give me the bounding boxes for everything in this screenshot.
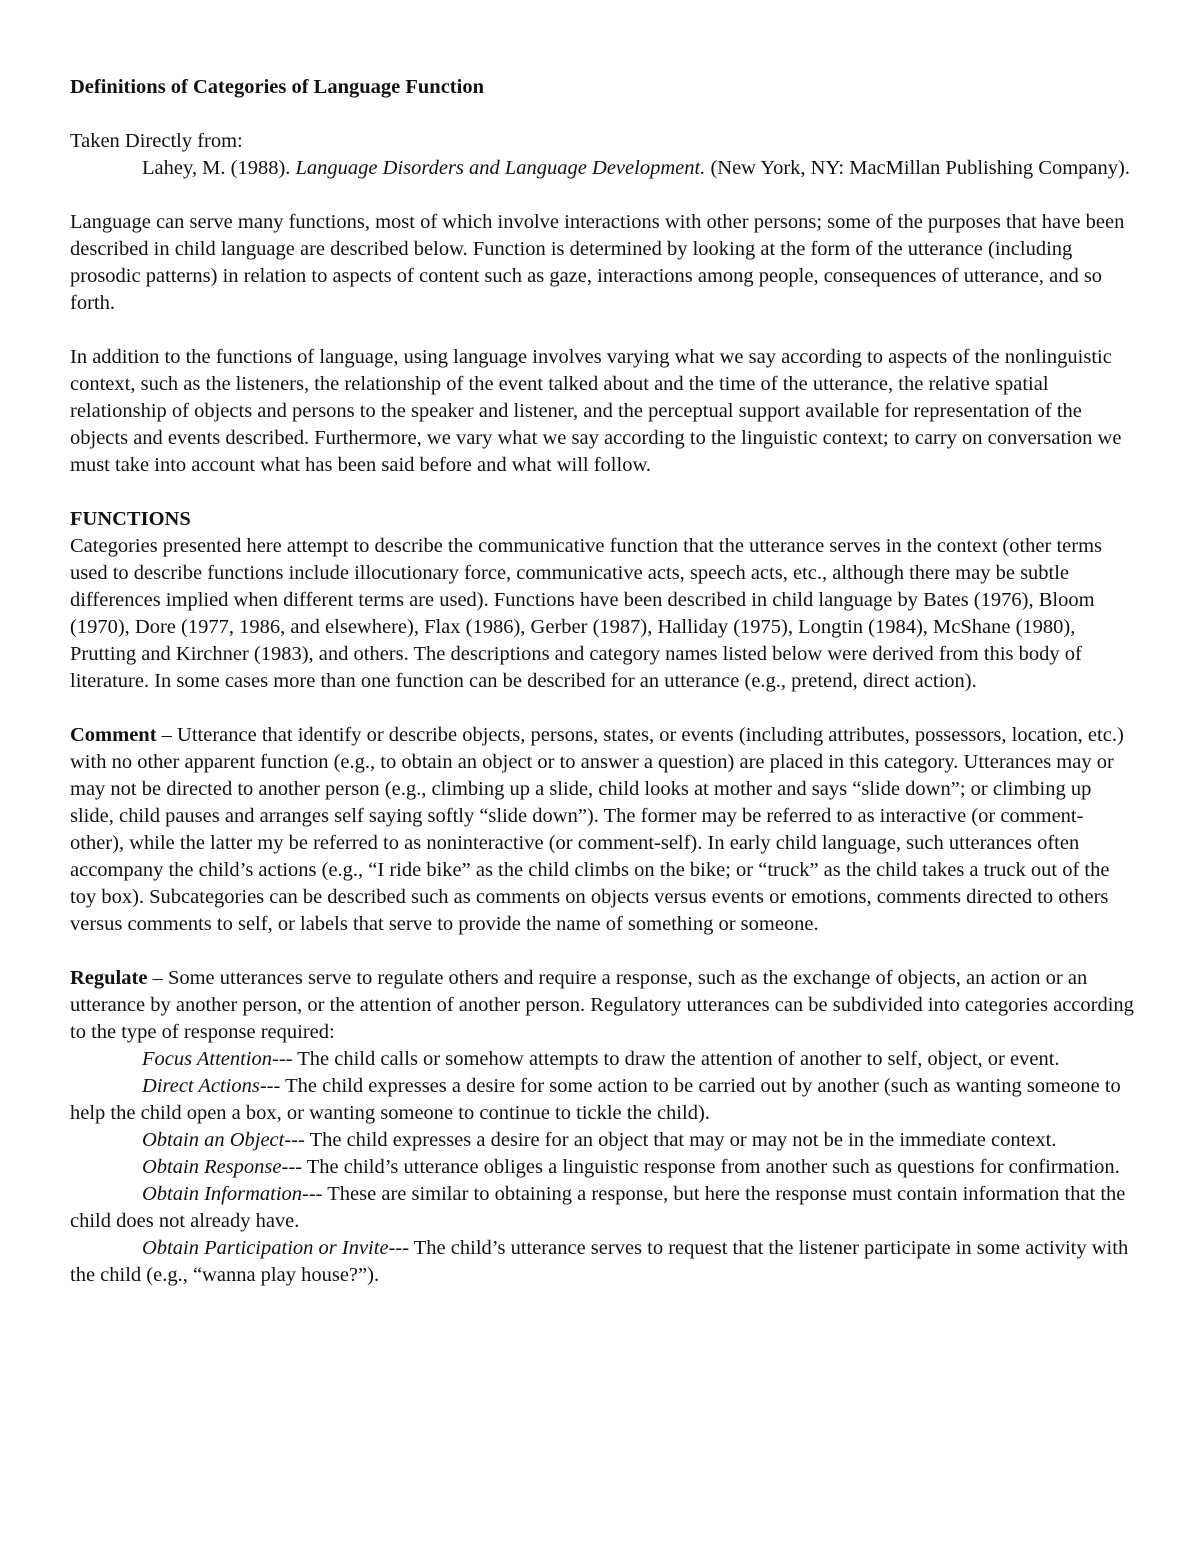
intro-paragraph-1: Language can serve many functions, most of which involve interactions with other persons; some of the purposes that have been described in child language are described below. Function is determined by looking at the form of the utterance (including prosodic patterns) in relation to aspects of content such as gaze, interactions among people, consequences of utterance, and so forth.	[70, 211, 1125, 314]
subcategory-obtain-object	[70, 1127, 1135, 1154]
citation-suffix: (New York, NY: MacMillan Publishing Company).	[705, 157, 1130, 179]
subcategory-text: --- The child’s utterance obliges a linguistic response from another such as questions for confirmation.	[281, 1156, 1120, 1178]
functions-paragraph: Categories presented here attempt to describe the communicative function that the utterance serves in the context (other terms used to describe functions include illocutionary force, communicative acts, speech acts, etc., although there may be subtle differences implied when different terms are used). Functions have been described in child language by Bates (1976), Bloom (1970), Dore (1977, 1986, and elsewhere), Flax (1986), Gerber (1987), Halliday (1975), Longtin (1984), McShane (1980), Prutting and Kirchner (1983), and others. The descriptions and category names listed below were derived from this body of literature. In some cases more than one function can be described for an utterance (e.g., pretend, direct action).	[70, 535, 1103, 692]
document-page	[70, 74, 1135, 1289]
subcategory-obtain-information	[70, 1181, 1135, 1235]
citation	[70, 155, 1135, 182]
comment-text: – Utterance that identify or describe objects, persons, states, or events (including attributes, possessors, location, etc.) with no other apparent function (e.g., to obtain an object or to answer a question) are placed in this category. Utterances may or may not be directed to another person (e.g., climbing up a slide, child looks at mother and says “slide down”; or climbing up slide, child pauses and arranges self saying softly “slide down”). The former may be referred to as interactive (or comment-other), while the latter my be referred to as noninteractive (or comment-self). In early child language, such utterances often accompany the child’s actions (e.g., “I ride bike” as the child climbs on the bike; or “truck” as the child takes a truck out of the toy box). Subcategories can be described such as comments on objects versus events or emotions, comments directed to others versus comments to self, or labels that serve to provide the name of something or someone.	[70, 724, 1124, 935]
subcategory-name: Focus Attention	[142, 1048, 273, 1070]
subcategory-name: Obtain Response	[142, 1156, 282, 1178]
citation-prefix: Lahey, M. (1988).	[142, 157, 296, 179]
regulate-term: Regulate	[70, 967, 148, 989]
subcategory-text: --- The child expresses a desire for some action to be carried out by another (such as wanting someone to help the child open a box, or wanting someone to continue to tickle the child).	[70, 1075, 1121, 1124]
functions-heading: FUNCTIONS	[70, 508, 191, 530]
source-label: Taken Directly from:	[70, 130, 243, 152]
subcategory-obtain-participation	[70, 1235, 1135, 1289]
subcategory-name: Obtain Information	[142, 1183, 303, 1205]
regulate-text: – Some utterances serve to regulate others and require a response, such as the exchange of objects, an action or an utterance by another person, or the attention of another person. Regulatory utterances can be subdivided into categories according to the type of response required:	[70, 967, 1134, 1043]
subcategory-text: --- The child calls or somehow attempts to draw the attention of another to self, object, or event.	[272, 1048, 1060, 1070]
subcategory-name: Direct Actions	[142, 1075, 260, 1097]
subcategory-text: --- These are similar to obtaining a response, but here the response must contain information that the child does not already have.	[70, 1183, 1126, 1232]
citation-title: Language Disorders and Language Development.	[295, 157, 706, 179]
subcategory-direct-actions	[70, 1073, 1135, 1127]
regulate-paragraph	[70, 965, 1135, 1046]
subcategory-name: Obtain an Object	[142, 1129, 285, 1151]
page-title: Definitions of Categories of Language Function	[70, 76, 484, 98]
subcategory-obtain-response	[70, 1154, 1135, 1181]
subcategory-focus-attention	[70, 1046, 1135, 1073]
intro-paragraph-2: In addition to the functions of language, using language involves varying what we say according to aspects of the nonlinguistic context, such as the listeners, the relationship of the event talked about and the time of the utterance, the relative spatial relationship of objects and persons to the speaker and listener, and the perceptual support available for representation of the objects and events described. Furthermore, we vary what we say according to the linguistic context; to carry on conversation we must take into account what has been said before and what will follow.	[70, 346, 1122, 476]
subcategory-text: --- The child’s utterance serves to request that the listener participate in some activity with the child (e.g., “wanna play house?”).	[70, 1237, 1129, 1286]
subcategory-text: --- The child expresses a desire for an object that may or may not be in the immediate context.	[284, 1129, 1057, 1151]
subcategory-name: Obtain Participation or Invite	[142, 1237, 389, 1259]
comment-term: Comment	[70, 724, 157, 746]
comment-paragraph	[70, 722, 1135, 938]
